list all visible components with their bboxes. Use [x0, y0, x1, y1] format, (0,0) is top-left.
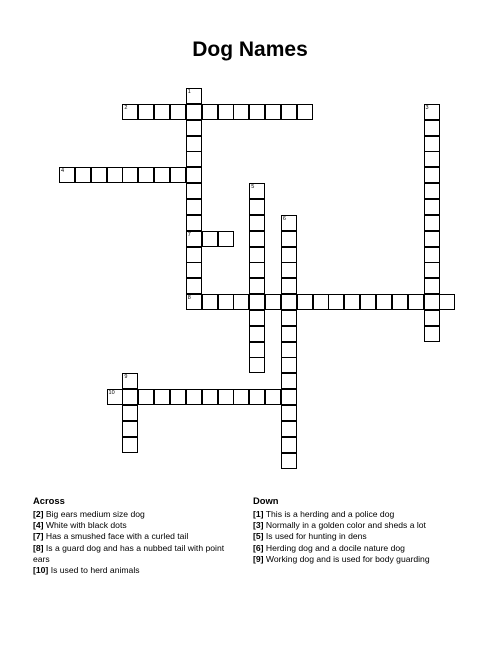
clue-text: Has a smushed face with a curled tail	[45, 531, 189, 542]
clue-down-9	[253, 554, 453, 565]
clue-down-1	[253, 509, 453, 520]
grid-cell[interactable]	[233, 389, 249, 405]
grid-cell[interactable]	[249, 342, 265, 358]
clue-number: [1]	[253, 509, 264, 519]
grid-cell[interactable]	[59, 167, 75, 183]
grid-cell[interactable]	[186, 262, 202, 278]
grid-cell[interactable]	[281, 215, 297, 231]
grid-cell[interactable]	[233, 294, 249, 310]
grid-cell[interactable]	[424, 104, 440, 120]
grid-cell[interactable]	[122, 104, 138, 120]
grid-cell[interactable]	[218, 104, 234, 120]
grid-cell[interactable]	[202, 389, 218, 405]
grid-cell[interactable]	[186, 167, 202, 183]
grid-cell[interactable]	[122, 373, 138, 389]
grid-cell[interactable]	[424, 167, 440, 183]
grid-cell[interactable]	[408, 294, 424, 310]
grid-cell[interactable]	[186, 183, 202, 199]
grid-cell[interactable]	[107, 167, 123, 183]
grid-cell[interactable]	[138, 167, 154, 183]
grid-cell[interactable]	[249, 357, 265, 373]
grid-cell[interactable]	[424, 120, 440, 136]
grid-cell[interactable]	[360, 294, 376, 310]
grid-cell[interactable]	[122, 389, 138, 405]
grid-cell[interactable]	[138, 389, 154, 405]
clue-number: [4]	[33, 520, 44, 531]
grid-cell[interactable]	[424, 310, 440, 326]
grid-cell[interactable]	[249, 294, 265, 310]
grid-cell[interactable]	[281, 294, 297, 310]
across-clues	[33, 495, 229, 576]
page-title: Dog Names	[192, 38, 308, 61]
clue-number: [3]	[253, 520, 264, 531]
grid-cell[interactable]	[281, 389, 297, 405]
grid-cell[interactable]	[107, 389, 123, 405]
grid-cell[interactable]	[265, 389, 281, 405]
grid-cell[interactable]	[424, 294, 440, 310]
clue-number-label: 7	[187, 231, 191, 238]
grid-cell[interactable]	[313, 294, 329, 310]
grid-cell[interactable]	[249, 104, 265, 120]
clue-text: Is used for hunting in dens	[265, 531, 367, 542]
clue-down-3	[253, 520, 453, 531]
grid-cell[interactable]	[138, 104, 154, 120]
clue-down-6	[253, 543, 453, 554]
clue-number-label: 1	[187, 89, 191, 95]
grid-cell[interactable]	[186, 278, 202, 294]
clue-number: [6]	[253, 542, 264, 553]
grid-cell[interactable]	[424, 278, 440, 294]
clue-text: This is a herding and a police dog	[265, 509, 395, 519]
grid-cell[interactable]	[186, 294, 202, 310]
grid-cell[interactable]	[186, 247, 202, 263]
grid-cell[interactable]	[424, 262, 440, 278]
grid-cell[interactable]	[186, 215, 202, 231]
grid-cell[interactable]	[344, 294, 360, 310]
grid-cell[interactable]	[281, 310, 297, 326]
grid-cell[interactable]	[202, 104, 218, 120]
grid-cell[interactable]	[249, 262, 265, 278]
clue-number: [5]	[253, 531, 264, 542]
clue-text: Is a guard dog and has a nubbed tail with point ears	[33, 542, 225, 564]
grid-cell[interactable]	[186, 88, 202, 104]
grid-cell[interactable]	[249, 199, 265, 215]
grid-cell[interactable]	[249, 278, 265, 294]
grid-cell[interactable]	[424, 136, 440, 152]
grid-cell[interactable]	[424, 199, 440, 215]
clue-across-2	[33, 509, 229, 520]
grid-cell[interactable]	[281, 278, 297, 294]
grid-cell[interactable]	[170, 389, 186, 405]
grid-cell[interactable]	[424, 247, 440, 263]
grid-cell[interactable]	[281, 453, 297, 469]
clue-text: Working dog and is used for body guarding	[265, 553, 430, 564]
grid-cell[interactable]	[91, 167, 107, 183]
grid-cell[interactable]	[249, 247, 265, 263]
clue-number: [9]	[253, 553, 264, 564]
grid-cell[interactable]	[249, 326, 265, 342]
grid-cell[interactable]	[281, 326, 297, 342]
grid-cell[interactable]	[281, 104, 297, 120]
grid-cell[interactable]	[154, 104, 170, 120]
grid-cell[interactable]	[281, 247, 297, 263]
clue-number: [10]	[33, 565, 49, 576]
grid-cell[interactable]	[281, 231, 297, 247]
grid-cell[interactable]	[186, 231, 202, 247]
clue-across-7	[33, 531, 229, 542]
down-clues	[253, 495, 453, 565]
clue-text: Is used to herd animals	[50, 565, 140, 576]
clue-number-label: 2	[124, 104, 128, 111]
grid-cell[interactable]	[186, 199, 202, 215]
clue-text: Normally in a golden color and sheds a lot	[265, 520, 426, 531]
grid-cell[interactable]	[281, 262, 297, 278]
grid-cell[interactable]	[297, 104, 313, 120]
grid-cell[interactable]	[122, 167, 138, 183]
grid-cell[interactable]	[186, 104, 202, 120]
across-heading: Across	[33, 495, 65, 506]
grid-cell[interactable]	[218, 231, 234, 247]
clue-across-4	[33, 520, 229, 531]
clue-text: Big ears medium size dog	[45, 509, 145, 519]
grid-cell[interactable]	[202, 294, 218, 310]
clue-text: White with black dots	[45, 520, 127, 531]
grid-cell[interactable]	[424, 151, 440, 167]
grid-cell[interactable]	[186, 151, 202, 167]
grid-cell[interactable]	[122, 405, 138, 421]
grid-cell[interactable]	[424, 215, 440, 231]
grid-cell[interactable]	[424, 326, 440, 342]
grid-cell[interactable]	[249, 183, 265, 199]
grid-cell[interactable]	[170, 167, 186, 183]
grid-cell[interactable]	[424, 231, 440, 247]
grid-cell[interactable]	[170, 104, 186, 120]
clue-number-label: 4	[61, 168, 65, 175]
grid-cell[interactable]	[233, 104, 249, 120]
grid-cell[interactable]	[202, 231, 218, 247]
grid-cell[interactable]	[281, 373, 297, 389]
clue-number-label: 10	[108, 390, 115, 397]
clue-number-label: 9	[124, 374, 128, 381]
grid-cell[interactable]	[75, 167, 91, 183]
grid-cell[interactable]	[249, 215, 265, 231]
grid-cell[interactable]	[186, 136, 202, 152]
clue-number-label: 3	[425, 104, 429, 111]
grid-cell[interactable]	[154, 389, 170, 405]
grid-cell[interactable]	[328, 294, 344, 310]
grid-cell[interactable]	[265, 294, 281, 310]
grid-cell[interactable]	[186, 120, 202, 136]
clue-number: [2]	[33, 509, 44, 519]
grid-cell[interactable]	[249, 231, 265, 247]
grid-cell[interactable]	[424, 183, 440, 199]
clue-number: [8]	[33, 542, 44, 553]
grid-cell[interactable]	[297, 294, 313, 310]
clue-down-5	[253, 531, 453, 542]
grid-cell[interactable]	[249, 310, 265, 326]
grid-cell[interactable]	[265, 104, 281, 120]
grid-cell[interactable]	[122, 437, 138, 453]
grid-cell[interactable]	[439, 294, 455, 310]
grid-cell[interactable]	[281, 437, 297, 453]
grid-cell[interactable]	[218, 294, 234, 310]
clue-number-label: 5	[251, 184, 255, 191]
grid-cell[interactable]	[281, 405, 297, 421]
grid-cell[interactable]	[281, 357, 297, 373]
grid-cell[interactable]	[122, 421, 138, 437]
grid-cell[interactable]	[249, 389, 265, 405]
clue-number-label: 6	[282, 215, 286, 222]
clue-across-8	[33, 543, 229, 565]
grid-cell[interactable]	[218, 389, 234, 405]
grid-cell[interactable]	[281, 421, 297, 437]
grid-cell[interactable]	[392, 294, 408, 310]
clue-number-label: 8	[187, 295, 191, 302]
clue-text: Herding dog and a docile nature dog	[265, 542, 405, 553]
grid-cell[interactable]	[154, 167, 170, 183]
grid-cell[interactable]	[376, 294, 392, 310]
clue-number: [7]	[33, 531, 44, 542]
clue-across-10	[33, 565, 229, 576]
grid-cell[interactable]	[281, 342, 297, 358]
down-heading: Down	[253, 495, 279, 506]
grid-cell[interactable]	[186, 389, 202, 405]
